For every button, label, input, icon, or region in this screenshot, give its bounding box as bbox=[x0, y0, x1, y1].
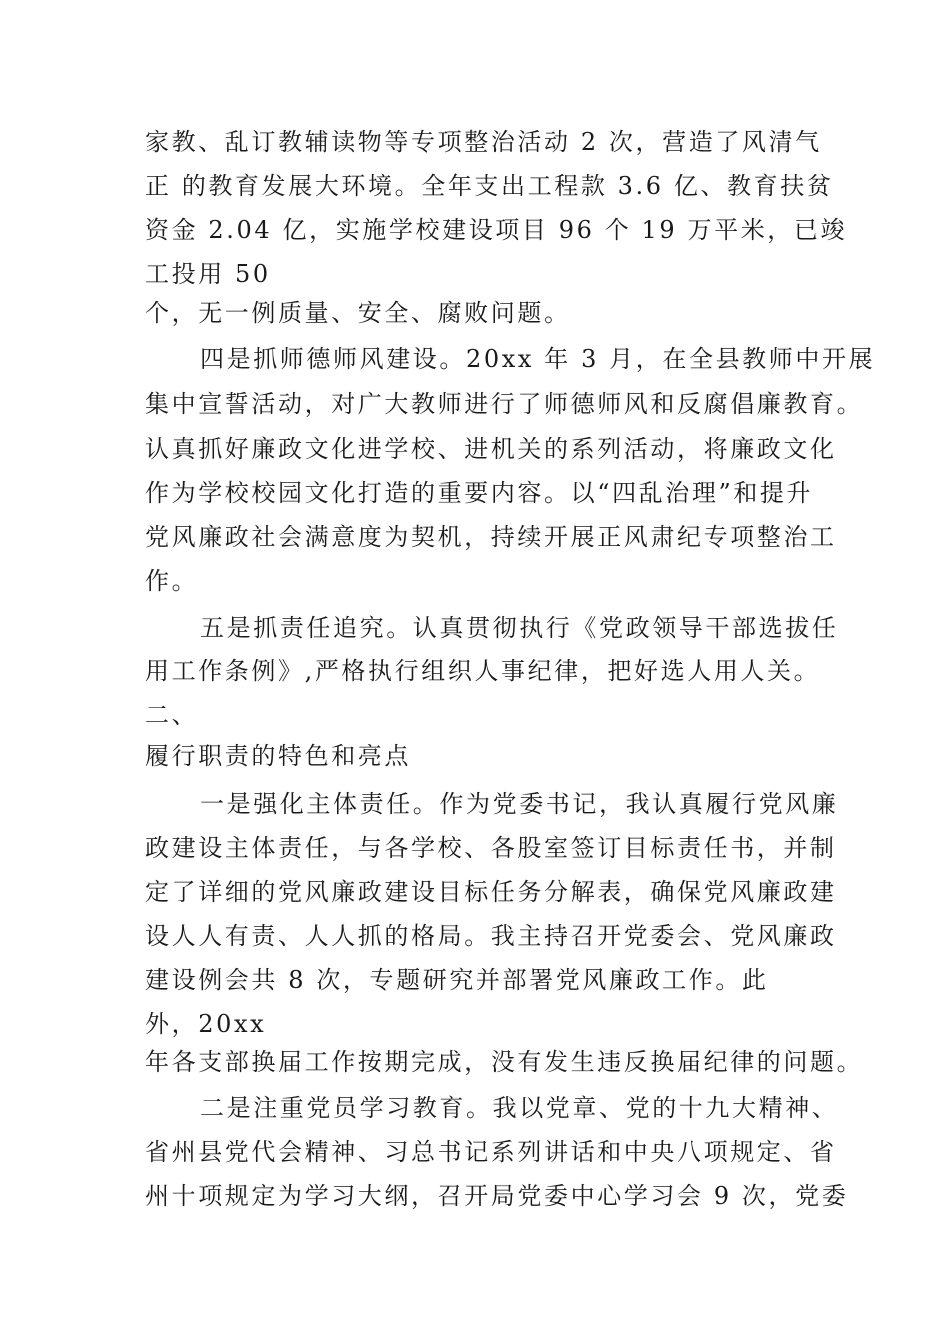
text-line: 州十项规定为学习大纲，召开局党委中心学习会 9 次，党委 bbox=[145, 1182, 849, 1210]
text-line: 年各支部换届工作按期完成，没有发生违反换届纪律的问题。 bbox=[145, 1048, 864, 1076]
paragraph-first-line: 二是注重党员学习教育。我以党章、党的十九大精神、 bbox=[200, 1094, 839, 1122]
text-line: 政建设主体责任，与各学校、各股室签订目标责任书，并制 bbox=[145, 834, 837, 862]
text-line: 定了详细的党风廉政建设目标任务分解表，确保党风廉政建 bbox=[145, 878, 837, 906]
text-line: 外，20xx bbox=[145, 1010, 267, 1038]
text-line: 作为学校校园文化打造的重要内容。以“四乱治理”和提升 bbox=[145, 479, 814, 507]
paragraph-first-line: 五是抓责任追究。认真贯彻执行《党政领导干部选拔任 bbox=[200, 614, 839, 642]
text-line: 建设例会共 8 次，专题研究并部署党风廉政工作。此 bbox=[145, 966, 769, 994]
text-line: 用工作条例》,严格执行组织人事纪律，把好选人用人关。 bbox=[145, 657, 821, 685]
text-line: 工投用 50 bbox=[145, 260, 271, 288]
text-line: 省州县党代会精神、习总书记系列讲话和中央八项规定、省 bbox=[145, 1138, 837, 1166]
text-line: 个，无一例质量、安全、腐败问题。 bbox=[145, 299, 571, 327]
text-line: 资金 2.04 亿，实施学校建设项目 96 个 19 万平米，已竣 bbox=[145, 216, 848, 244]
text-line: 党风廉政社会满意度为契机，持续开展正风肃纪专项整治工 bbox=[145, 523, 837, 551]
text-line: 认真抓好廉政文化进学校、进机关的系列活动，将廉政文化 bbox=[145, 435, 837, 463]
section-number: 二、 bbox=[145, 701, 199, 729]
text-line: 作。 bbox=[145, 567, 199, 595]
paragraph-first-line: 一是强化主体责任。作为党委书记，我认真履行党风廉 bbox=[200, 790, 839, 818]
paragraph-first-line: 四是抓师德师风建设。20xx 年 3 月，在全县教师中开展 bbox=[200, 345, 876, 373]
section-heading: 履行职责的特色和亮点 bbox=[145, 742, 411, 770]
text-line: 家教、乱订教辅读物等专项整治活动 2 次，营造了风清气 bbox=[145, 128, 822, 156]
text-line: 正 的教育发展大环境。全年支出工程款 3.6 亿、教育扶贫 bbox=[145, 172, 834, 200]
text-line: 集中宣誓活动，对广大教师进行了师德师风和反腐倡廉教育。 bbox=[145, 390, 864, 418]
text-line: 设人人有责、人人抓的格局。我主持召开党委会、党风廉政 bbox=[145, 922, 837, 950]
